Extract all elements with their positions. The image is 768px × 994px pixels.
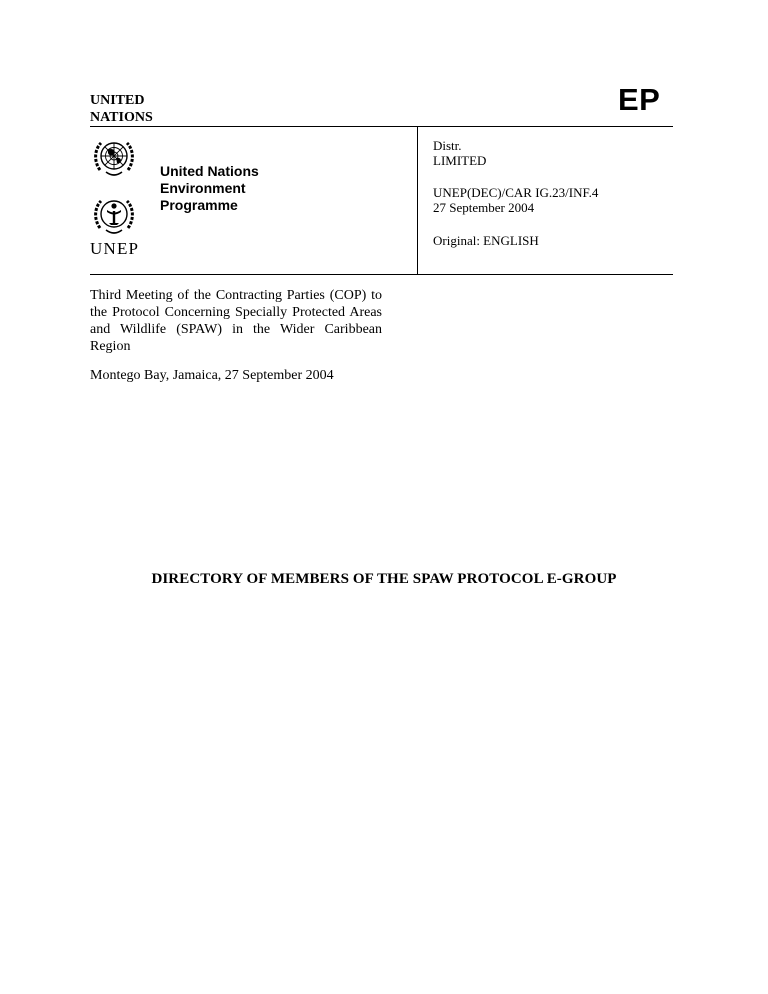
header-bottom-rule <box>90 274 673 275</box>
original-language: Original: ENGLISH <box>433 233 539 248</box>
distribution-label: Distr. <box>433 138 462 153</box>
distribution-block <box>433 138 486 168</box>
organization-name <box>90 92 153 126</box>
document-title: DIRECTORY OF MEMBERS OF THE SPAW PROTOCOL E-GROUP <box>151 571 617 587</box>
meeting-title: Third Meeting of the Contracting Parties (COP) to the Protocol Concerning Specially Protected Areas and Wildlife (SPAW) in the Wider Caribbean Region <box>90 288 382 354</box>
meeting-place-date: Montego Bay, Jamaica, 27 September 2004 <box>90 368 334 383</box>
distribution-level: LIMITED <box>433 153 487 168</box>
programme-name-line-1: United Nations <box>160 163 259 179</box>
org-name-line-2: NATIONS <box>90 110 153 125</box>
document-symbol: UNEP(DEC)/CAR IG.23/INF.4 <box>433 185 599 200</box>
programme-name <box>160 163 259 214</box>
programme-name-line-3: Programme <box>160 197 238 213</box>
document-series-code: EP <box>618 82 661 117</box>
unep-emblem-icon <box>92 193 136 237</box>
header-top-rule <box>90 126 673 127</box>
document-date: 27 September 2004 <box>433 200 535 215</box>
header-vertical-rule <box>417 126 418 274</box>
programme-name-line-2: Environment <box>160 180 246 196</box>
unep-wordmark: UNEP <box>90 239 140 258</box>
un-emblem-icon <box>92 136 136 180</box>
org-name-line-1: UNITED <box>90 93 145 108</box>
document-symbol-block <box>433 185 598 215</box>
